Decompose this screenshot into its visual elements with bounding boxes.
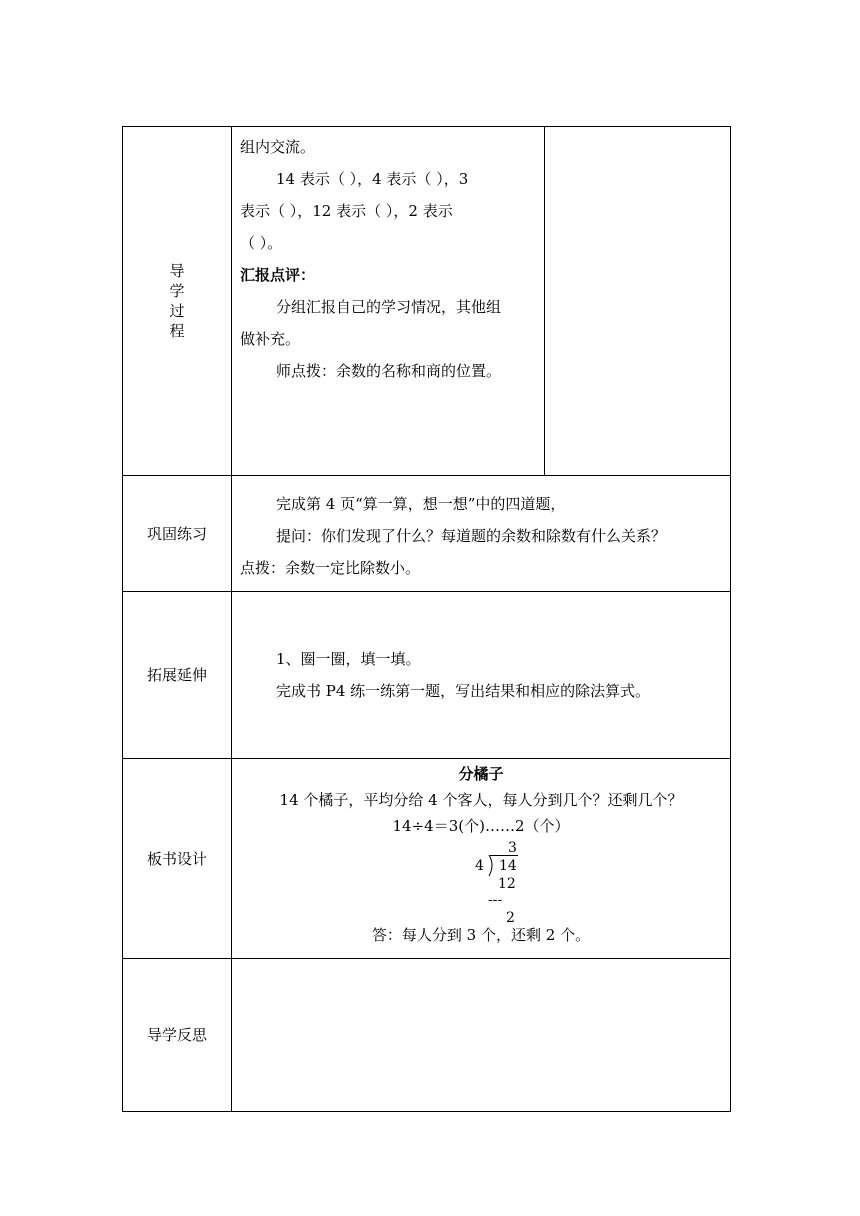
process-content: [232, 127, 545, 475]
reflection-cell: [232, 959, 731, 1112]
process-line-2: 14 表示（ ），4 表示（ ），3: [276, 170, 469, 188]
teacher-tip: 师点拨：余数的名称和商的位置。: [276, 362, 502, 380]
label-extension: [123, 592, 232, 759]
division-dividend: 14: [499, 858, 517, 874]
report-line-2: 做补充。: [240, 330, 301, 348]
division-bracket-icon: [488, 855, 496, 877]
label-board: [123, 759, 232, 959]
board-equation: 14÷4＝3(个)……2（个）: [392, 817, 570, 835]
process-line-3: 表示（ ），12 表示（ ），2 表示: [240, 202, 453, 220]
board-answer: 答：每人分到 3 个，还剩 2 个。: [371, 926, 591, 944]
practice-line-2: 提问：你们发现了什么？每道题的余数和除数有什么关系？: [276, 527, 667, 545]
practice-line-1: 完成第 4 页“算一算，想一想”中的四道题，: [276, 495, 566, 513]
row-board: [123, 759, 731, 959]
practice-line-3: 点拨：余数一定比除数小。: [240, 559, 421, 577]
extension-line-2: 完成书 P4 练一练第一题，写出结果和相应的除法算式。: [276, 682, 651, 700]
report-heading: 汇报点评：: [240, 266, 316, 284]
process-line-4: （ ）。: [240, 234, 283, 252]
label-reflection: [123, 959, 232, 1112]
label-board-text: 板书设计: [146, 849, 207, 868]
label-reflection-text: 导学反思: [146, 1026, 207, 1044]
process-cell: [232, 127, 731, 476]
process-line-1: 组内交流。: [240, 138, 316, 156]
lesson-plan-table: [122, 126, 731, 1112]
division-remainder: 2: [506, 910, 515, 926]
report-line-1: 分组汇报自己的学习情况，其他组: [276, 298, 502, 316]
division-quotient: 3: [508, 840, 517, 856]
label-process-char-4: 程: [169, 322, 185, 340]
label-practice-text: 巩固练习: [146, 524, 207, 543]
label-extension-text: 拓展延伸: [146, 666, 207, 684]
label-practice: [123, 476, 232, 592]
division-product: 12: [498, 876, 516, 892]
row-practice: [123, 476, 731, 592]
process-notes-cell: [545, 127, 730, 475]
label-process: [123, 127, 232, 476]
long-division: [232, 839, 730, 926]
extension-cell: [232, 592, 731, 759]
board-problem: 14 个橘子，平均分给 4 个客人，每人分到几个？还剩几个？: [279, 791, 683, 809]
label-process-char-3: 过: [169, 302, 185, 320]
division-divisor: 4: [475, 858, 484, 874]
row-process: [123, 127, 731, 476]
practice-cell: [232, 476, 731, 592]
board-title: 分橘子: [458, 765, 504, 783]
row-extension: [123, 592, 731, 759]
label-process-char-2: 学: [169, 282, 185, 300]
board-cell: [232, 759, 731, 959]
division-dashes: ---: [488, 892, 503, 908]
row-reflection: [123, 959, 731, 1112]
label-process-char-1: 导: [169, 262, 185, 280]
extension-line-1: 1、圈一圈，填一填。: [276, 650, 421, 668]
